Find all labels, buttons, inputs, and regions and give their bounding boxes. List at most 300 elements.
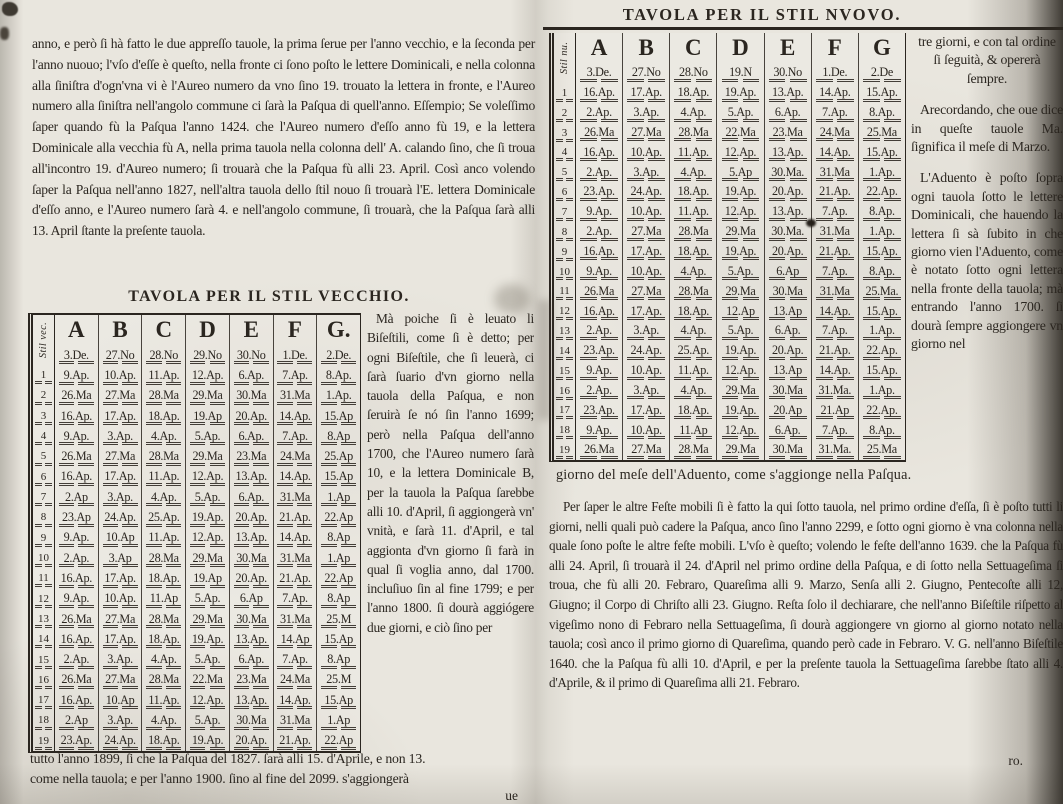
easter-date-cell [186,548,229,568]
easter-date-cell-value: 19.Ap. [724,85,757,100]
golden-number [33,710,54,730]
easter-date-cell-value: 29.Ma [725,382,756,397]
golden-number [33,609,54,629]
easter-date-cell-value: 31.Ma. [818,382,852,397]
easter-date-cell-value: 26.Ma [584,124,615,139]
easter-date-cell [765,321,811,341]
easter-date-cell-value: 15.Ap [324,692,353,707]
easter-date-cell-value: 17.Ap. [104,469,136,484]
easter-date-cell [186,446,229,466]
easter-date-cell [623,281,669,301]
golden-number [33,629,54,649]
easter-date-cell-value: 6.Ap [776,263,800,278]
golden-number [33,406,54,426]
easter-date-cell-value: 11.Ap [679,422,708,437]
easter-date-cell-value: 15.Ap [324,631,353,646]
easter-date-cell-value: 13.Ap. [235,631,267,646]
easter-date-cell-value: 15.Ap. [866,85,898,100]
easter-date-cell-value: 8.Ap. [325,367,352,382]
easter-date-cell-value: 7.Ap. [821,263,848,278]
easter-date-cell-value: 28.Ma [148,449,179,464]
easter-date-cell-value: 31.Ma [819,283,850,298]
easter-date-cell [859,301,905,321]
easter-date-cell [186,649,229,669]
easter-date-cell-value: 7.Ap. [821,204,848,219]
easter-date-cell [623,341,669,361]
easter-date-cell [670,83,716,103]
easter-date-cell [576,381,622,401]
easter-date-cell [274,507,317,527]
easter-date-cell [274,568,317,588]
row-label-column [554,33,576,460]
easter-date-cell-value: 18.Ap. [148,733,180,748]
easter-date-cell-value: 20.Ap. [771,184,804,199]
easter-date-cell [623,400,669,420]
easter-date-cell-value: 5.Ap. [194,591,221,606]
golden-number [33,487,54,507]
easter-date-cell [142,487,185,507]
golden-number [554,321,575,341]
easter-date-cell-value: 14.Ap. [819,85,851,100]
row-separator [580,456,618,460]
advent-date-cell [576,63,622,83]
golden-number [33,588,54,608]
easter-date-cell [55,507,98,527]
easter-date-cell-value: 10.Ap. [630,363,662,378]
easter-date-cell-value: 20.Ap [773,402,802,417]
easter-date-cell [55,365,98,385]
easter-date-cell [623,261,669,281]
easter-date-cell [317,690,360,710]
easter-date-cell-value: 31.Ma [819,164,850,179]
easter-date-cell-value: 22.Ma [725,124,756,139]
easter-date-cell [142,507,185,527]
advent-date-cell [812,63,858,83]
dominical-letter: D [199,317,216,342]
easter-date-cell-value: 10.Ap [105,530,135,545]
easter-date-cell [576,420,622,440]
easter-date-cell [717,361,763,381]
golden-number [554,420,575,440]
advent-date-cell [274,345,317,365]
advent-date-cell [55,345,98,365]
golden-number [33,690,54,710]
dominical-letter: C [155,317,173,342]
table-column [274,315,318,751]
easter-date-cell-value: 16.Ap. [60,469,93,484]
easter-date-cell [765,301,811,321]
easter-date-cell-value: 19.Ap. [724,402,757,417]
advent-date-cell [230,345,273,365]
easter-date-cell-value: 30.Ma [236,611,267,626]
golden-number [33,446,54,466]
easter-date-cell [765,103,811,123]
easter-date-cell-value: 17.Ap. [630,402,662,417]
easter-date-cell [274,589,317,609]
easter-date-cell-value: 8.Ap [327,428,351,443]
easter-date-cell [812,142,858,162]
table-column [623,33,670,460]
easter-date-cell-value: 7.Ap. [821,323,848,338]
easter-date-cell-value: 4.Ap. [151,489,177,504]
easter-date-cell [717,182,763,202]
golden-number [554,143,575,163]
easter-date-cell-value: 27.Ma [631,224,662,239]
easter-date-cell [717,420,763,440]
easter-date-cell [670,162,716,182]
easter-date-cell-value: 27.Ma [631,124,662,139]
easter-date-cell-value: 23.Ap [62,510,91,525]
easter-date-cell [812,361,858,381]
easter-date-cell-value: 20.Ap. [235,570,267,585]
easter-date-cell [186,507,229,527]
easter-date-cell [623,321,669,341]
easter-date-cell-value: 9.Ap. [63,428,90,443]
easter-date-cell [623,202,669,222]
easter-date-cell [55,406,98,426]
row-separator [769,456,807,460]
easter-date-cell [142,670,185,690]
golden-number-value: 11 [559,285,570,298]
easter-date-cell [765,281,811,301]
easter-date-cell [186,406,229,426]
easter-date-cell [317,386,360,406]
easter-date-cell [812,321,858,341]
easter-date-cell-value: 10.Ap. [630,144,662,159]
easter-date-cell-value: 21.Ap. [819,244,851,259]
easter-date-cell-value: 7.Ap. [282,591,308,606]
easter-date-cell [99,386,142,406]
side-note-paragraph-3: L'Aduento è poſto ſopra ogni tauola ſotto le lettere Dominicali, che hauendo la lettera ſi sà ſubito in che giorno vien l'Aduento, come è notato ſotto ogni lettera nella fronte della tauola; mà entrando l'anno 1700. ſi dourà ſempre aggiongere vn giorno nel [911,170,1063,352]
easter-date-cell-value: 10.Ap. [104,367,136,382]
golden-number-value: 16 [559,384,570,397]
easter-date-cell [623,361,669,381]
easter-date-cell-value: 19.Ap. [191,631,224,646]
easter-date-cell-value: 3.Ap. [107,489,133,504]
easter-date-cell-value: 23.Ma [772,124,803,139]
easter-date-cell [317,609,360,629]
easter-date-cell-value: 20.Ap. [771,244,804,259]
easter-date-cell-value: 30.Ma [772,283,803,298]
row-separator [816,456,854,460]
golden-number-value: 7 [40,491,47,504]
easter-date-cell [670,281,716,301]
easter-date-cell [317,710,360,730]
easter-date-cell-value: 6.Ap. [774,422,801,437]
golden-number-value: 18 [38,714,49,727]
easter-date-cell [717,301,763,321]
easter-date-cell [576,162,622,182]
easter-date-cell-value: 1.Ap. [869,323,895,338]
easter-date-cell-value: 18.Ap. [677,85,710,100]
left-bottom-line-1: tutto l'anno 1899, ſi che la Paſqua del 1827. ſarà alli 15. d'Aprile, e non 13. [30,751,426,766]
easter-date-cell [765,400,811,420]
easter-date-cell-value: 11.Ap [149,591,178,606]
golden-number-value: 13 [559,325,570,338]
golden-number-value: 5 [40,450,47,463]
easter-date-cell-value: 27.Ma [631,283,662,298]
golden-number [554,222,575,242]
easter-date-cell-value: 11.Ap. [148,530,180,545]
easter-date-cell [99,589,142,609]
easter-date-cell-value: 31.Ma [279,489,310,504]
advent-date-cell-value: 1.De. [282,347,308,362]
easter-date-cell [99,487,142,507]
golden-number [554,242,575,262]
easter-date-cell [230,670,273,690]
easter-date-cell-value: 14.Ap. [279,530,311,545]
easter-date-cell [55,568,98,588]
advent-date-cell-value: 3.De. [586,65,612,80]
easter-date-cell-value: 19.Ap [193,408,222,423]
easter-date-cell-value: 14.Ap. [819,303,851,318]
easter-date-cell [274,406,317,426]
easter-date-cell-value: 22.Ap. [866,343,898,358]
easter-date-cell-value: 16.Ap. [583,244,615,259]
golden-number [554,381,575,401]
easter-date-cell [230,710,273,730]
ink-blot [806,219,816,227]
easter-date-cell [859,142,905,162]
easter-date-cell [99,649,142,669]
easter-date-cell [99,446,142,466]
easter-date-cell [142,386,185,406]
easter-date-cell-value: 10.Ap. [104,591,136,606]
easter-date-cell [99,731,142,751]
table-column [230,315,274,751]
easter-date-cell [623,162,669,182]
easter-date-cell-value: 30.Ma [772,442,803,457]
easter-date-cell [623,142,669,162]
easter-date-cell-value: 20.Ap. [235,510,267,525]
easter-date-cell-value: 27.Ma [105,449,136,464]
easter-date-cell-value: 25.Ap. [148,510,180,525]
easter-date-cell-value: 18.Ap. [677,303,710,318]
easter-date-cell-value: 16.Ap. [60,408,93,423]
easter-date-cell-value: 7.Ap. [282,428,308,443]
easter-date-cell-value: 17.Ap. [630,85,662,100]
golden-number [554,123,575,143]
advent-date-cell-value: 3.De. [63,347,89,362]
easter-date-cell [765,420,811,440]
easter-date-cell [812,261,858,281]
easter-date-cell [99,365,142,385]
advent-date-cell-value: 30.No [236,347,266,362]
easter-date-cell [317,365,360,385]
easter-date-cell [55,487,98,507]
easter-date-cell-value: 14.Ap. [279,469,311,484]
easter-date-cell-value: 9.Ap. [63,367,90,382]
easter-date-cell-value: 29.Ma [725,224,756,239]
easter-date-cell [670,341,716,361]
easter-date-cell-value: 29.Ma [192,388,223,403]
easter-date-cell-value: 15.Ap. [866,363,898,378]
easter-date-cell-value: 23.Ap. [583,402,615,417]
easter-date-cell [230,406,273,426]
easter-date-cell-value: 23.Ap. [583,343,615,358]
golden-number [33,548,54,568]
easter-date-cell-value: 12.Ap. [191,530,224,545]
easter-date-cell [717,123,763,143]
easter-date-cell-value: 3.Ap [108,550,132,565]
easter-date-cell-value: 25.M [326,611,352,626]
easter-date-cell [670,321,716,341]
easter-date-cell-value: 18.Ap. [148,408,180,423]
easter-date-cell-value: 20.Ap. [771,343,804,358]
easter-date-cell [230,426,273,446]
easter-date-cell [317,467,360,487]
easter-date-cell [142,365,185,385]
easter-date-cell [717,103,763,123]
easter-date-cell-value: 10.Ap. [630,204,662,219]
easter-date-cell-value: 1.Ap. [325,388,352,403]
easter-date-cell [859,162,905,182]
easter-date-cell [230,609,273,629]
row-separator [674,456,712,460]
left-catchword: ue [505,788,518,803]
easter-date-cell [670,301,716,321]
easter-date-cell [576,103,622,123]
golden-number [554,202,575,222]
golden-number-value: 14 [38,633,49,646]
easter-date-cell-value: 3.Ap. [107,712,133,727]
advent-date-cell [717,63,763,83]
golden-number-value: 16 [38,673,49,686]
easter-date-cell [186,629,229,649]
easter-date-cell [142,528,185,548]
easter-date-cell-value: 17.Ap. [104,631,136,646]
easter-date-cell [576,182,622,202]
easter-date-cell-value: 14.Ap [280,631,310,646]
easter-date-cell-value: 26.Ma [61,611,92,626]
easter-date-cell [230,386,273,406]
easter-date-cell-value: 8.Ap. [869,263,895,278]
easter-date-cell [576,301,622,321]
easter-date-cell [186,487,229,507]
easter-date-cell-value: 4.Ap. [151,428,177,443]
easter-date-cell-value: 5.Ap. [727,105,754,120]
easter-date-cell [576,361,622,381]
easter-date-cell [142,548,185,568]
easter-date-cell-value: 22.Ap [324,570,353,585]
easter-date-cell-value: 24.Ma [819,124,850,139]
easter-date-cell [317,548,360,568]
easter-date-cell [142,568,185,588]
easter-date-cell-value: 19.Ap. [724,184,757,199]
easter-date-cell-value: 4.Ap. [680,382,707,397]
golden-number [554,440,575,460]
easter-date-cell [230,629,273,649]
golden-number-value: 10 [38,551,49,564]
easter-date-cell-value: 2.Ap [64,489,88,504]
easter-date-cell [670,261,716,281]
easter-date-cell-value: 6.Ap. [238,367,265,382]
easter-date-cell-value: 27.Ma [105,611,136,626]
easter-date-cell [186,710,229,730]
easter-date-cell-value: 10.Ap. [630,263,662,278]
easter-date-cell-value: 29.Ma [725,442,756,457]
easter-date-cell [230,528,273,548]
golden-number [554,83,575,103]
easter-date-cell-value: 31.Ma [279,611,310,626]
easter-date-cell [765,222,811,242]
easter-date-cell-value: 30.Ma [772,382,803,397]
easter-date-cell-value: 17.Ap. [630,303,662,318]
old-style-easter-table [28,313,361,753]
easter-date-cell-value: 13.Ap. [235,692,267,707]
easter-date-cell [99,568,142,588]
easter-date-cell [186,568,229,588]
easter-date-cell-value: 7.Ap. [282,367,308,382]
golden-number-value: 19 [559,444,570,457]
advent-date-cell [142,345,185,365]
easter-date-cell-value: 3.Ap. [633,164,659,179]
golden-number-value: 2 [40,389,47,402]
easter-date-cell-value: 11.Ap. [148,367,180,382]
easter-date-cell-value: 19.Ap. [191,733,224,748]
easter-date-cell-value: 24.Ap. [630,184,662,199]
easter-date-cell-value: 12.Ap. [191,367,224,382]
easter-date-cell [99,710,142,730]
easter-date-cell [670,123,716,143]
easter-date-cell [670,400,716,420]
easter-date-cell [576,440,622,460]
table-column [99,315,143,751]
easter-date-cell-value: 14.Ap. [279,408,311,423]
easter-date-cell-value: 6.Ap. [238,652,265,667]
easter-date-cell [717,341,763,361]
easter-date-cell-value: 20.Ap. [235,733,267,748]
dominical-letter: B [112,317,128,342]
easter-date-cell [859,321,905,341]
easter-date-cell [812,103,858,123]
easter-date-cell-value: 18.Ap. [677,184,710,199]
golden-number-value: 17 [559,404,570,417]
table-column [186,315,230,751]
easter-date-cell [99,629,142,649]
easter-date-cell [623,440,669,460]
easter-date-cell-value: 29.Ma [192,550,223,565]
easter-date-cell [230,731,273,751]
easter-date-cell [55,649,98,669]
side-note-paragraph-1: tre giorni, e con tal ordine ſi ſeguità, & opererà ſempre. [918,34,1056,86]
easter-date-cell [859,361,905,381]
easter-date-cell [717,222,763,242]
easter-date-cell [812,123,858,143]
easter-date-cell-value: 25.Ma [866,442,897,457]
easter-date-cell-value: 1.Ap [327,550,351,565]
easter-date-cell-value: 13.Ap [773,363,802,378]
easter-date-cell-value: 14.Ap. [819,144,851,159]
easter-date-cell [765,202,811,222]
easter-date-cell-value: 9.Ap. [586,422,612,437]
easter-date-cell [317,670,360,690]
easter-date-cell [317,426,360,446]
easter-date-cell-value: 21.Ap. [819,184,851,199]
easter-date-cell [99,528,142,548]
easter-date-cell [812,242,858,262]
easter-date-cell-value: 24.Ma [279,672,310,687]
easter-date-cell [230,487,273,507]
advent-date-cell-value: 2.De. [326,347,352,362]
easter-date-cell [765,83,811,103]
easter-date-cell [186,386,229,406]
easter-date-cell-value: 6.Ap. [774,323,801,338]
table-column [859,33,905,460]
easter-date-cell-value: 6.Ap. [774,105,801,120]
easter-date-cell [717,281,763,301]
easter-date-cell-value: 25.Ma [866,124,897,139]
